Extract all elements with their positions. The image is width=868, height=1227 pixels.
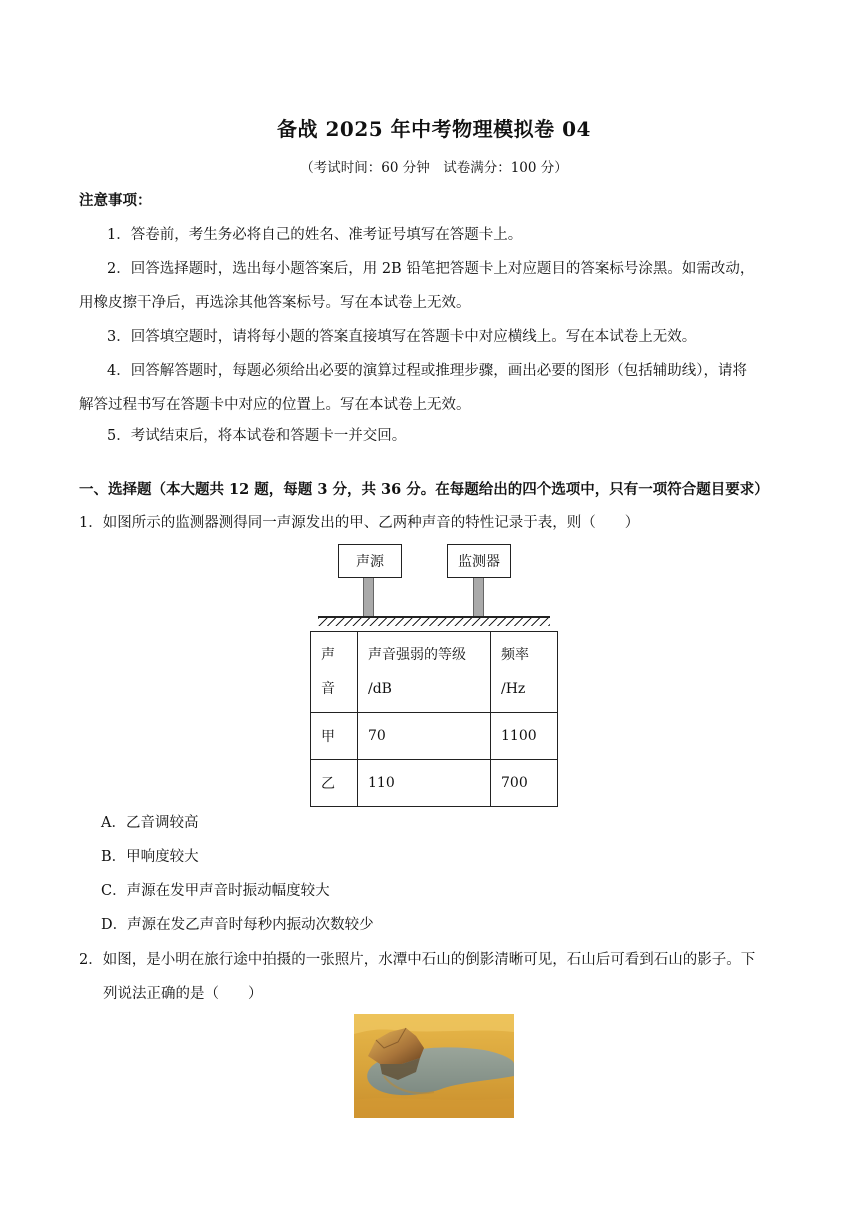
sound-data-table: [310, 631, 558, 807]
monitor-box: 监测器: [447, 544, 511, 578]
table-cell: 甲: [311, 713, 358, 760]
header-sound-b: 音: [321, 681, 335, 697]
question-2-stem: 2．如图，是小明在旅行途中拍摄的一张照片，水潭中石山的倒影清晰可见，石山后可看到石山的影子。下: [79, 952, 756, 968]
header-sound-a: 声: [321, 647, 335, 663]
table-cell: 110: [358, 760, 491, 807]
table-cell: 700: [491, 760, 558, 807]
table-cell: 1100: [491, 713, 558, 760]
header-level-a: 声音强弱的等级: [368, 647, 466, 663]
table-header-cell: [491, 632, 558, 713]
section-heading: 一、选择题（本大题共 12 题，每题 3 分，共 36 分。在每题给出的四个选项中，只有一项符合题目要求）: [79, 481, 769, 498]
page-title: 备战 2025 年中考物理模拟卷 04: [277, 117, 591, 141]
table-header-row: [311, 632, 558, 713]
notice-line: 解答过程书写在答题卡中对应的位置上。写在本试卷上无效。: [79, 397, 471, 413]
sound-source-box: 声源: [338, 544, 402, 578]
monitor-post: [473, 578, 484, 616]
header-level-b: /dB: [368, 681, 392, 697]
ground-hatch: [318, 618, 550, 626]
table-header-cell: [311, 632, 358, 713]
header-freq-b: /Hz: [501, 681, 526, 697]
table-row: [311, 713, 558, 760]
notice-heading: 注意事项：: [79, 192, 152, 209]
sound-monitor-diagram: [318, 544, 550, 628]
notice-line: 用橡皮擦干净后，再选涂其他答案标号。写在本试卷上无效。: [79, 295, 471, 311]
question-1-option-a: A．乙音调较高: [101, 815, 199, 831]
notice-line: 3．回答填空题时，请将每小题的答案直接填写在答题卡中对应横线上。写在本试卷上无效。: [107, 329, 697, 345]
question-1-option-d: D．声源在发乙声音时每秒内振动次数较少: [101, 917, 374, 933]
source-post: [363, 578, 374, 616]
rock-reflection-photo: [354, 1014, 514, 1118]
notice-line: 2．回答选择题时，选出每小题答案后，用 2B 铅笔把答题卡上对应题目的答案标号涂黑。如需改动，: [107, 261, 755, 277]
question-1-stem: 1．如图所示的监测器测得同一声源发出的甲、乙两种声音的特性记录于表，则（ ）: [79, 515, 640, 531]
table-cell: 70: [358, 713, 491, 760]
notice-line: 1．答卷前，考生务必将自己的姓名、准考证号填写在答题卡上。: [107, 227, 523, 243]
table-header-cell: [358, 632, 491, 713]
question-1-option-c: C．声源在发甲声音时振动幅度较大: [101, 883, 330, 899]
notice-line: 4．回答解答题时，每题必须给出必要的演算过程或推理步骤，画出必要的图形（包括辅助线），请将: [107, 363, 747, 379]
table-row: [311, 760, 558, 807]
question-2-stem-cont: 列说法正确的是（ ）: [103, 986, 263, 1002]
notice-line: 5．考试结束后，将本试卷和答题卡一并交回。: [107, 428, 407, 444]
question-1-option-b: B．甲响度较大: [101, 849, 199, 865]
page-subtitle: （考试时间：60 分钟 试卷满分：100 分）: [300, 160, 568, 176]
table-cell: 乙: [311, 760, 358, 807]
header-freq-a: 频率: [501, 647, 529, 663]
